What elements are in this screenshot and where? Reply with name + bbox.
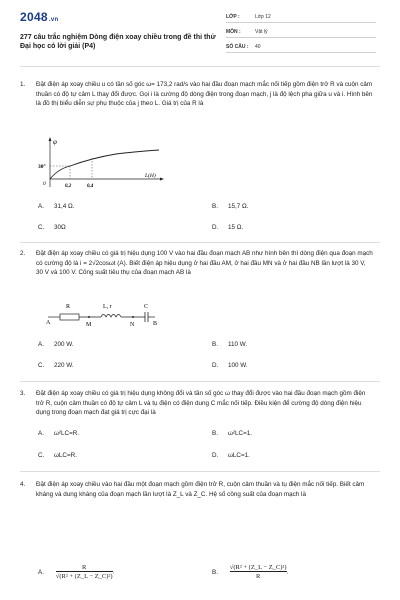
fraction-numerator: R xyxy=(81,564,87,571)
option-label: B. xyxy=(212,341,218,348)
option-label: C. xyxy=(38,362,45,369)
fraction-denominator: R xyxy=(230,571,287,580)
q1-option-c[interactable] xyxy=(38,224,66,231)
option-label: A. xyxy=(38,568,44,576)
q3-option-c[interactable] xyxy=(38,452,77,459)
node-n: N xyxy=(130,322,135,328)
option-text: 15 Ω. xyxy=(228,224,244,231)
meta-count-value: 40 xyxy=(255,43,261,50)
fraction-denominator: √(R² + (Z_L − Z_C)²) xyxy=(55,573,113,580)
node-a: A xyxy=(46,320,51,326)
inductor-symbol xyxy=(101,315,121,318)
question-number: 1. xyxy=(20,81,26,88)
phase-curve xyxy=(50,150,159,179)
question-text: Đặt điện áp xoay chiều vào hai đầu một đoạn mạch gồm điện trở R, cuộn cảm thuần và tụ điện mắc nối tiếp. Biết cảm kháng và dung kháng của đoạn mạch lần lượt là Z_L và Z_C. Hệ số công suất của đoạn mạch là xyxy=(36,481,365,498)
q1-option-a[interactable] xyxy=(38,203,74,210)
option-label: D. xyxy=(212,362,219,369)
node-m-dot xyxy=(88,316,90,318)
option-text: 100 W. xyxy=(228,362,248,369)
rlc-circuit-diagram xyxy=(38,298,168,330)
meta-subject-key: MÔN : xyxy=(226,28,241,35)
question-divider xyxy=(20,242,380,243)
label-r: R xyxy=(66,304,71,310)
q3-option-d[interactable] xyxy=(212,452,250,459)
meta-subject-value: Vật lý xyxy=(255,28,268,35)
option-text: 15,7 Ω. xyxy=(228,203,249,210)
graph-y-label: φ xyxy=(53,138,57,146)
graph-x-tick-1: 0,2 xyxy=(65,184,72,189)
option-text: ωLC=1. xyxy=(228,452,250,459)
node-m: M xyxy=(86,322,92,328)
meta-class-row xyxy=(226,11,376,23)
header-divider xyxy=(20,66,380,67)
node-n-dot xyxy=(132,316,134,318)
logo-text: 2048 xyxy=(20,10,48,24)
q1-option-d[interactable] xyxy=(212,224,243,231)
option-label: B. xyxy=(212,568,218,576)
q2-option-c[interactable] xyxy=(38,362,74,369)
option-text: ω²LC=R. xyxy=(54,430,80,437)
meta-count-row xyxy=(226,41,376,53)
option-label: D. xyxy=(212,452,219,459)
option-label: B. xyxy=(212,203,218,210)
label-l: L, r xyxy=(103,304,112,310)
q2-option-b[interactable] xyxy=(212,341,247,348)
fraction xyxy=(230,564,287,580)
option-label: B. xyxy=(212,430,218,437)
option-text: 30Ω xyxy=(54,224,66,231)
question-number: 3. xyxy=(20,390,26,397)
label-c: C xyxy=(144,304,149,310)
question-text: Đặt điện áp xoay chiều có giá trị hiệu dụng không đổi và tần số góc ω thay đổi được vào hai đầu đoạn mạch gồm điện trở R, cuộn cảm thuần có độ tự cảm L và tụ điện có điện dung C mắc nối tiếp. Điều kiện để cường độ dòng điện hiệu dụng trong đoạn mạch đạt giá trị cực đại là xyxy=(36,390,366,417)
site-logo[interactable] xyxy=(20,10,58,24)
graph-x-label: L(H) xyxy=(145,173,156,179)
q2-option-a[interactable] xyxy=(38,341,74,348)
question-text: Đặt điện áp xoay chiều có giá trị hiệu dụng 100 V vào hai đầu đoạn mạch AB như hình bên thì dòng điện qua đoạn mạch có cường độ là i = 2√2cosωt (A). Biết điện áp hiệu dụng ở hai đầu AM, ở hai đầu MN và ở hai đầu NB lần lượt là 30 V, 30 V và 100 V. Công suất tiêu thụ của đoạn mạch AB là xyxy=(36,250,373,277)
q1-option-b[interactable] xyxy=(212,203,248,210)
fraction-numerator: √(R² + (Z_L − Z_C)²) xyxy=(229,564,287,571)
meta-class-value: Lớp 12 xyxy=(255,13,271,20)
q3-option-b[interactable] xyxy=(212,430,252,437)
fraction xyxy=(56,564,113,580)
question-divider xyxy=(20,471,380,472)
logo-domain: .vn xyxy=(48,17,59,23)
option-text: ω²LC=1. xyxy=(228,430,252,437)
question-divider xyxy=(20,381,380,382)
option-text: 31,4 Ω. xyxy=(54,203,75,210)
option-label: A. xyxy=(38,430,44,437)
question-number: 2. xyxy=(20,250,26,257)
meta-subject-row xyxy=(226,26,376,38)
node-b: B xyxy=(153,321,158,327)
q4-option-a[interactable] xyxy=(38,564,114,580)
meta-class-key: LỚP : xyxy=(226,13,240,20)
phase-vs-inductance-graph xyxy=(36,135,171,192)
graph-y-tick: 30° xyxy=(38,164,46,170)
question-text: Đặt điện áp xoay chiều u có tần số góc ω= 173,2 rad/s vào hai đầu đoạn mạch mắc nối tiếp gồm điện trở R và cuộn cảm thuần có độ tự cảm L thay đổi được. Gọi i là cường độ dòng điện trong đoạn mạch, j là độ lệch pha giữa u và i. Hình bên là đồ thị biểu diễn sự phụ thuộc của j theo L. Giá trị của R là xyxy=(36,81,373,108)
graph-origin: 0 xyxy=(43,181,46,187)
option-text: 200 W. xyxy=(54,341,74,348)
q4-option-b[interactable] xyxy=(212,564,288,580)
option-label: A. xyxy=(38,203,44,210)
option-label: A. xyxy=(38,341,44,348)
q2-option-d[interactable] xyxy=(212,362,248,369)
option-text: 110 W. xyxy=(228,341,248,348)
option-label: D. xyxy=(212,224,219,231)
y-axis-arrow xyxy=(49,137,52,141)
meta-count-key: SỐ CÂU : xyxy=(226,43,249,50)
document-title: 277 câu trắc nghiệm Dòng điện xoay chiều trong đề thi thử Đại học có lời giải (P4) xyxy=(20,34,216,50)
option-label: C. xyxy=(38,224,45,231)
option-tail: . xyxy=(112,568,115,576)
resistor-symbol xyxy=(60,314,79,320)
option-label: C. xyxy=(38,452,45,459)
x-axis-arrow xyxy=(160,178,164,181)
option-tail: . xyxy=(286,568,289,576)
question-number: 4. xyxy=(20,481,26,488)
q3-option-a[interactable] xyxy=(38,430,79,437)
option-text: ωLC=R. xyxy=(54,452,77,459)
graph-x-tick-2: 0,4 xyxy=(87,184,94,189)
document-meta xyxy=(226,11,376,56)
option-text: 220 W. xyxy=(54,362,74,369)
